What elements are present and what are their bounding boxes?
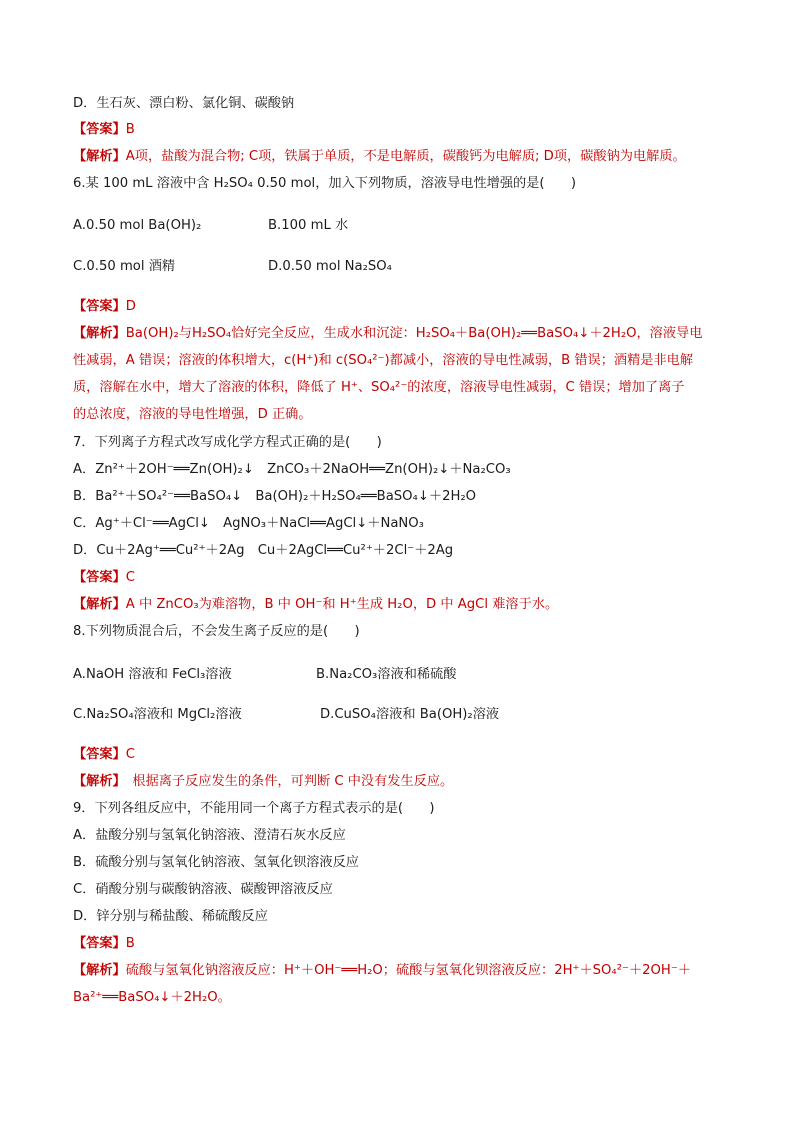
- q9-answer: B: [125, 936, 135, 951]
- q9-option-c: C．硝酸分别与碳酸钠溶液、碳酸钾溶液反应: [73, 882, 333, 897]
- q7-option-d: D．Cu＋2Ag⁺══Cu²⁺＋2Ag Cu＋2AgCl══Cu²⁺＋2Cl⁻＋2Ag: [73, 543, 454, 558]
- q5-option-d: D．生石灰、漂白粉、氯化铜、碳酸钠: [73, 96, 295, 111]
- q7-answer-line: [73, 568, 135, 588]
- q9-analysis-line-1: [73, 961, 691, 981]
- analysis-tag: 【解析】: [73, 774, 120, 789]
- analysis-tag: 【解析】: [73, 963, 126, 978]
- q8-option-b: B.Na₂CO₃溶液和稀硫酸: [316, 667, 457, 682]
- q6-option-a: A.0.50 mol Ba(OH)₂: [73, 218, 202, 233]
- q7-analysis-line: [73, 595, 558, 615]
- q8-answer: C: [125, 747, 135, 762]
- q8-option-a: A.NaOH 溶液和 FeCl₃溶液: [73, 667, 232, 682]
- q6-option-b: B.100 mL 水: [268, 218, 349, 233]
- q6-option-c: C.0.50 mol 酒精: [73, 259, 176, 274]
- q8-option-d: D.CuSO₄溶液和 Ba(OH)₂溶液: [320, 707, 500, 722]
- analysis-tag: 【解析】: [73, 149, 126, 164]
- answer-tag: 【答案】: [73, 299, 126, 314]
- q6-analysis-line-4: 的总浓度，溶液的导电性增强，D 正确。: [73, 407, 312, 422]
- analysis-tag: 【解析】: [73, 326, 126, 341]
- q6-stem: 6.某 100 mL 溶液中含 H₂SO₄ 0.50 mol，加入下列物质，溶液导电性增强的是( ): [73, 176, 577, 191]
- q8-stem: 8.下列物质混合后，不会发生离子反应的是( ): [73, 624, 360, 639]
- q9-stem: 9．下列各组反应中，不能用同一个离子方程式表示的是( ): [73, 801, 435, 816]
- q7-answer: C: [125, 570, 135, 585]
- q9-option-a: A．盐酸分别与氢氧化钠溶液、澄清石灰水反应: [73, 828, 346, 843]
- q6-option-d: D.0.50 mol Na₂SO₄: [268, 259, 392, 274]
- q5-analysis-line: [73, 147, 686, 167]
- q6-answer: D: [125, 299, 136, 314]
- answer-tag: 【答案】: [73, 747, 126, 762]
- q7-option-a: A．Zn²⁺＋2OH⁻══Zn(OH)₂↓ ZnCO₃＋2NaOH══Zn(OH)₂↓＋Na₂CO₃: [73, 462, 511, 477]
- q6-answer-line: [73, 297, 136, 317]
- q5-answer-line: [73, 120, 135, 140]
- analysis-tag: 【解析】: [73, 597, 126, 612]
- q9-analysis-1: 硫酸与氢氧化钠溶液反应：H⁺＋OH⁻══H₂O；硫酸与氢氧化钡溶液反应：2H⁺＋SO₄²⁻＋2OH⁻＋: [125, 963, 691, 978]
- answer-tag: 【答案】: [73, 122, 126, 137]
- q9-option-d: D．锌分别与稀盐酸、稀硫酸反应: [73, 909, 268, 924]
- q7-option-c: C．Ag⁺＋Cl⁻══AgCl↓ AgNO₃＋NaCl══AgCl↓＋NaNO₃: [73, 516, 424, 531]
- answer-tag: 【答案】: [73, 936, 126, 951]
- q9-analysis-line-2: Ba²⁺══BaSO₄↓＋2H₂O。: [73, 990, 231, 1005]
- q7-stem: 7．下列离子方程式改写成化学方程式正确的是( ): [73, 435, 382, 450]
- q6-analysis-1: Ba(OH)₂与H₂SO₄恰好完全反应，生成水和沉淀：H₂SO₄＋Ba(OH)₂══BaSO₄↓＋2H₂O，溶液导电: [125, 326, 703, 341]
- q6-analysis-line-3: 质，溶解在水中，增大了溶液的体积，降低了 H⁺、SO₄²⁻的浓度，溶液导电性减弱，C 错误；增加了离子: [73, 380, 685, 395]
- q7-option-b: B．Ba²⁺＋SO₄²⁻══BaSO₄↓ Ba(OH)₂＋H₂SO₄══BaSO₄↓＋2H₂O: [73, 489, 477, 504]
- q6-analysis-line-1: [73, 324, 702, 344]
- answer-tag: 【答案】: [73, 570, 126, 585]
- q8-option-c: C.Na₂SO₄溶液和 MgCl₂溶液: [73, 707, 242, 722]
- q5-answer: B: [125, 122, 135, 137]
- q8-analysis-line: [73, 772, 453, 792]
- q8-analysis: 根据离子反应发生的条件，可判断 C 中没有发生反应。: [119, 774, 454, 789]
- q9-option-b: B．硫酸分别与氢氧化钠溶液、氢氧化钡溶液反应: [73, 855, 359, 870]
- q6-analysis-line-2: 性减弱，A 错误；溶液的体积增大，c(H⁺)和 c(SO₄²⁻)都减小，溶液的导电性减弱，B 错误；酒精是非电解: [73, 353, 694, 368]
- q7-analysis: A 中 ZnCO₃为难溶物，B 中 OH⁻和 H⁺生成 H₂O，D 中 AgCl 难溶于水。: [125, 597, 559, 612]
- q8-answer-line: [73, 745, 135, 765]
- q5-analysis: A项，盐酸为混合物; C项，铁属于单质，不是电解质，碳酸钙为电解质; D项，碳酸钠为电解质。: [125, 149, 686, 164]
- q9-answer-line: [73, 934, 135, 954]
